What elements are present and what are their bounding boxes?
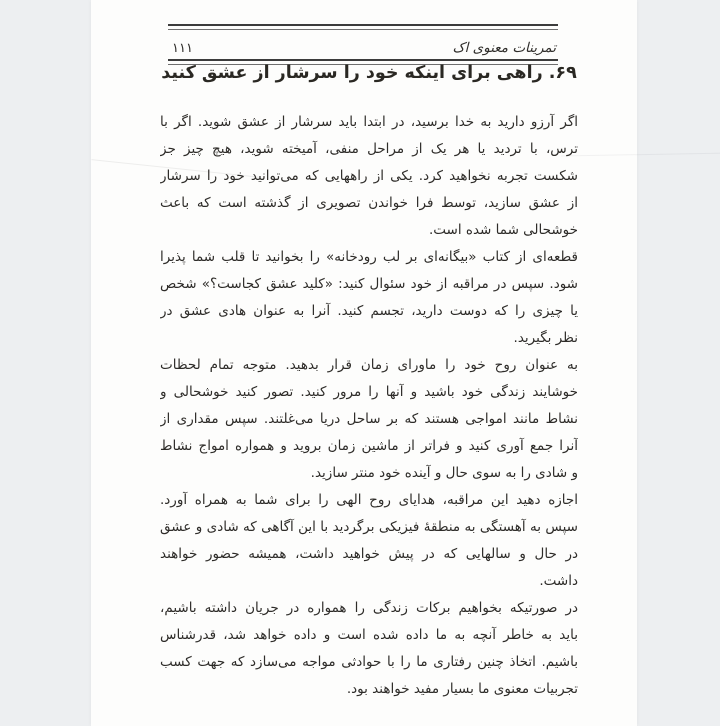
body-line: از عشق سازید، توسط فرا خواندن تصویری از گذشته است که باعث <box>160 195 578 211</box>
body-line: آنرا جمع آوری کنید و فراتر از ماشین زمان بروید و همواره امواج نشاط <box>160 438 578 454</box>
body-line: نشاط مانند امواجی هستند که بر ساحل دریا می‌غلتند. سپس مقداری از <box>160 411 578 427</box>
header-row <box>168 30 558 59</box>
body-line: به عنوان روح خود را ماورای زمان قرار بدهید. متوجه تمام لحظات <box>160 357 578 373</box>
body-line: ترس، با تردید یا هر یک از مراحل منفی، آمیخته شوید، هیچ چیز جز <box>160 141 578 157</box>
body-line: نظر بگیرید. <box>513 330 578 346</box>
paragraph <box>160 595 578 703</box>
body-line: شود. سپس در مراقبه از خود سئوال کنید: «کلید عشق کجاست؟» شخص <box>160 276 578 292</box>
body-line: شکست تجربه نخواهید کرد. یکی از راههایی که می‌توانید خود را سرشار <box>160 168 578 184</box>
body-line: اگر آرزو دارید به خدا برسید، در ابتدا باید سرشار از عشق شوید. اگر با <box>160 114 578 130</box>
scan-artifact-line <box>561 153 720 157</box>
page-number: ۱۱۱ <box>172 41 193 56</box>
body-line: در صورتیکه بخواهیم برکات زندگی را همواره در جریان داشته باشیم، <box>160 600 578 616</box>
body-line: در حال و سالهایی که در پیش خواهید داشت، همیشه حضور خواهند <box>160 546 578 562</box>
body-line: داشت. <box>539 573 578 589</box>
body-line: تجربیات معنوی ما بسیار مفید خواهند بود. <box>346 681 578 697</box>
paragraph <box>160 487 578 595</box>
body-text <box>160 109 578 703</box>
body-line: اجازه دهید این مراقبه، هدایای روح الهی را برای شما به همراه آورد. <box>160 492 578 508</box>
paragraph <box>160 352 578 487</box>
body-line: خوشایند زندگی خود باشید و آنها را مرور کنید. تصور کنید خوشحالی و <box>160 384 578 400</box>
body-line: خوشحالی شما شده است. <box>428 222 578 238</box>
paragraph <box>160 244 578 352</box>
page-header <box>168 24 558 65</box>
body-line: باشیم. اتخاذ چنین رفتاری ما را با حوادثی مواجه می‌سازد که جهت کسب <box>160 654 578 670</box>
running-title: تمرینات معنوی اک <box>452 40 556 56</box>
body-line: یا چیزی را که دوست دارید، تجسم کنید. آنرا به عنوان هادی عشق در <box>160 303 578 319</box>
paragraph <box>160 109 578 244</box>
chapter-title: ۶۹. راهی برای اینکه خود را سرشار از عشق کنید <box>161 63 577 83</box>
body-line: و شادی را به سوی حال و آینده خود منتر سازید. <box>310 465 578 481</box>
body-line: قطعه‌ای از کتاب «بیگانه‌ای بر لب رودخانه» را بخوانید تا قلب شما پذیرا <box>160 249 578 265</box>
body-line: سپس به آهستگی به منطقهٔ فیزیکی برگردید با این آگاهی که شادی و عشق <box>160 519 578 535</box>
book-page <box>91 0 637 726</box>
body-line: باید به خاطر آنچه به ما داده شده است و داده خواهد شد، قدرشناس <box>160 627 578 643</box>
